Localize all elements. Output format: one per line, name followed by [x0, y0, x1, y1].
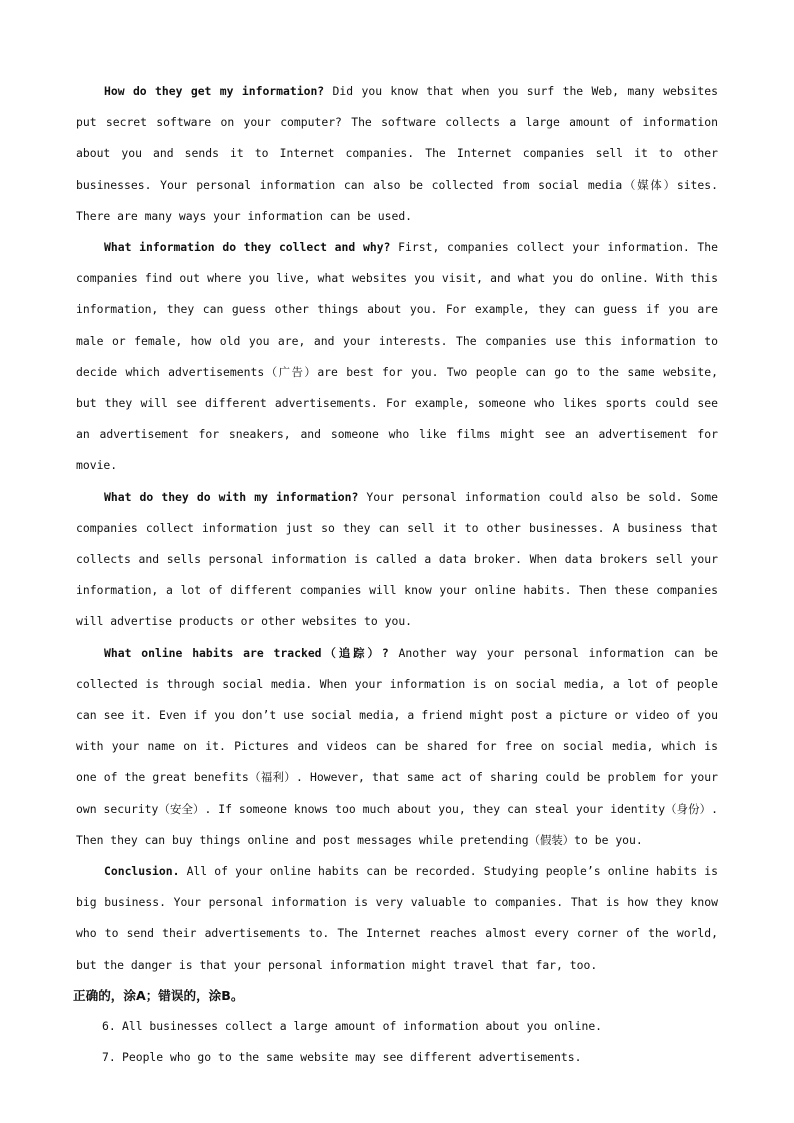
paragraph-heading: What information do they collect and why?	[104, 240, 391, 255]
paragraph-heading: What online habits are tracked（追踪）?	[104, 645, 389, 660]
question-item	[102, 1011, 718, 1042]
paragraph-conclusion	[76, 856, 718, 981]
paragraph-heading: What do they do with my information?	[104, 489, 359, 504]
paragraph-text: Did you know that when you surf the Web, many websites put secret software on your computer? The software collects a large amount of information about you and sends it to Internet companies. The Internet companies sell it to other businesses. Your personal information can also be collected from social media（媒体）sites. There are many ways your information can be used.	[76, 84, 718, 223]
paragraph-collect-why	[76, 232, 718, 482]
paragraph-text: Your personal information could also be sold. Some companies collect information just so they can sell it to other businesses. A business that collects and sells personal information is called a data broker. When data brokers sell your information, a lot of different companies will know your online habits. Then these companies will advertise products or other websites to you.	[76, 489, 718, 629]
paragraph-text: First, companies collect your information. The companies find out where you live, what websites you visit, and what you do online. With this information, they can guess other things about you. For example, they can guess if you are male or female, how old you are, and your interests. The companies use this information to decide which advertisements（广告）are best for you. Two people can go to the same website, but they will see different advertisements. For example, someone who likes sports could see an advertisement for sneakers, and someone who like films might see an advertisement for movie.	[76, 240, 718, 473]
paragraph-text: All of your online habits can be recorded. Studying people’s online habits is big business. Your personal information is very valuable to companies. That is how they know who to send their advertisements to. The Internet reaches almost every corner of the world, but the danger is that your personal information might travel that far, too.	[76, 864, 718, 972]
answer-instruction: 正确的，涂A；错误的，涂B。	[73, 987, 244, 1003]
question-number: 6.	[102, 1018, 116, 1033]
paragraph-get-information	[76, 76, 718, 232]
paragraph-text: Another way your personal information can be collected is through social media. When your information is on social media, a lot of people can see it. Even if you don’t use social media, a friend might post a picture or video of you with your name on it. Pictures and videos can be shared for free on social media, which is one of the great benefits（福利）. However, that same act of sharing could be problem for your own security（安全）. If someone knows too much about you, they can steal your identity（身份）. Then they can buy things online and post messages while pretending（假装）to be you.	[76, 645, 718, 847]
question-number: 7.	[102, 1049, 116, 1064]
question-text: All businesses collect a large amount of information about you online.	[122, 1018, 603, 1033]
question-text: People who go to the same website may see different advertisements.	[122, 1049, 582, 1064]
paragraph-habits-tracked	[76, 638, 718, 856]
paragraph-heading: How do they get my information?	[104, 84, 325, 98]
document-page	[73, 76, 718, 1073]
question-item	[102, 1042, 718, 1073]
paragraph-what-do-they-do	[76, 482, 718, 638]
paragraph-heading: Conclusion.	[104, 864, 180, 879]
